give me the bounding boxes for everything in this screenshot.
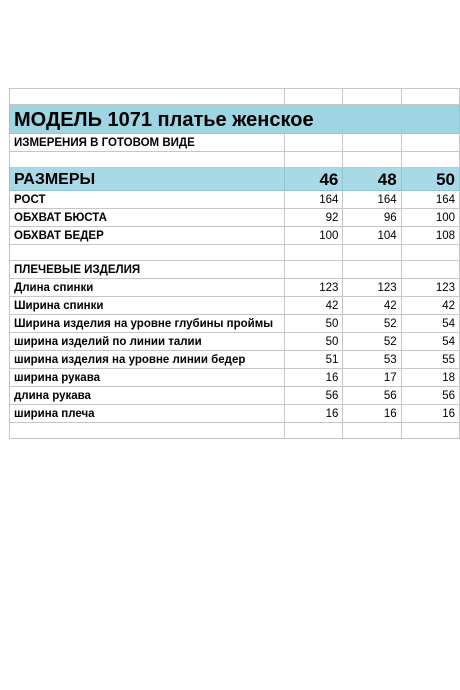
size-50: 50 [401,168,459,191]
cell-value: 56 [401,387,459,405]
model-title: МОДЕЛЬ 1071 платье женское [10,105,460,134]
row-label: ширина рукава [10,369,285,387]
cell-value: 54 [401,315,459,333]
blank-row [10,423,460,439]
table-row [10,315,460,333]
row-label: ширина изделий по линии талии [10,333,285,351]
subtitle-row [10,134,460,152]
cell-value: 164 [401,191,459,209]
section-row [10,261,460,279]
cell-value: 16 [285,369,343,387]
row-label: ширина плеча [10,405,285,423]
table-row [10,297,460,315]
table-row [10,387,460,405]
cell-value: 92 [285,209,343,227]
cell-value: 18 [401,369,459,387]
size-48: 48 [343,168,401,191]
cell-value: 50 [285,315,343,333]
blank-row [10,245,460,261]
cell-value: 100 [285,227,343,245]
cell-value: 104 [343,227,401,245]
measurements-subtitle: ИЗМЕРЕНИЯ В ГОТОВОМ ВИДЕ [10,134,285,152]
cell-value: 123 [285,279,343,297]
table-row [10,405,460,423]
cell-value: 42 [401,297,459,315]
cell-value: 100 [401,209,459,227]
cell-value: 53 [343,351,401,369]
cell-value: 54 [401,333,459,351]
cell-value: 17 [343,369,401,387]
cell-value: 123 [343,279,401,297]
cell-value: 51 [285,351,343,369]
cell-value: 56 [285,387,343,405]
measurement-table [9,88,460,439]
cell-value: 50 [285,333,343,351]
row-label: ОБХВАТ БЕДЕР [10,227,285,245]
table-row [10,369,460,387]
row-label: ОБХВАТ БЮСТА [10,209,285,227]
row-label: Длина спинки [10,279,285,297]
cell-value: 16 [343,405,401,423]
table-row [10,279,460,297]
cell-value: 52 [343,333,401,351]
cell-value: 164 [285,191,343,209]
table-row [10,209,460,227]
size-46: 46 [285,168,343,191]
cell-value: 123 [401,279,459,297]
table-row [10,191,460,209]
blank-row [10,89,460,105]
sizes-header-row [10,168,460,191]
cell-value: 164 [343,191,401,209]
cell-value: 96 [343,209,401,227]
cell-value: 42 [343,297,401,315]
table-row [10,227,460,245]
sizes-label: РАЗМЕРЫ [10,168,285,191]
table-row [10,351,460,369]
cell-value: 108 [401,227,459,245]
row-label: ширина изделия на уровне линии бедер [10,351,285,369]
row-label: РОСТ [10,191,285,209]
row-label: Ширина спинки [10,297,285,315]
row-label: Ширина изделия на уровне глубины проймы [10,315,285,333]
section-label: ПЛЕЧЕВЫЕ ИЗДЕЛИЯ [10,261,285,279]
cell-value: 56 [343,387,401,405]
table-row [10,333,460,351]
cell-value: 16 [401,405,459,423]
cell-value: 52 [343,315,401,333]
cell-value: 55 [401,351,459,369]
cell-value: 16 [285,405,343,423]
title-row [10,105,460,134]
blank-row [10,152,460,168]
cell-value: 42 [285,297,343,315]
row-label: длина рукава [10,387,285,405]
